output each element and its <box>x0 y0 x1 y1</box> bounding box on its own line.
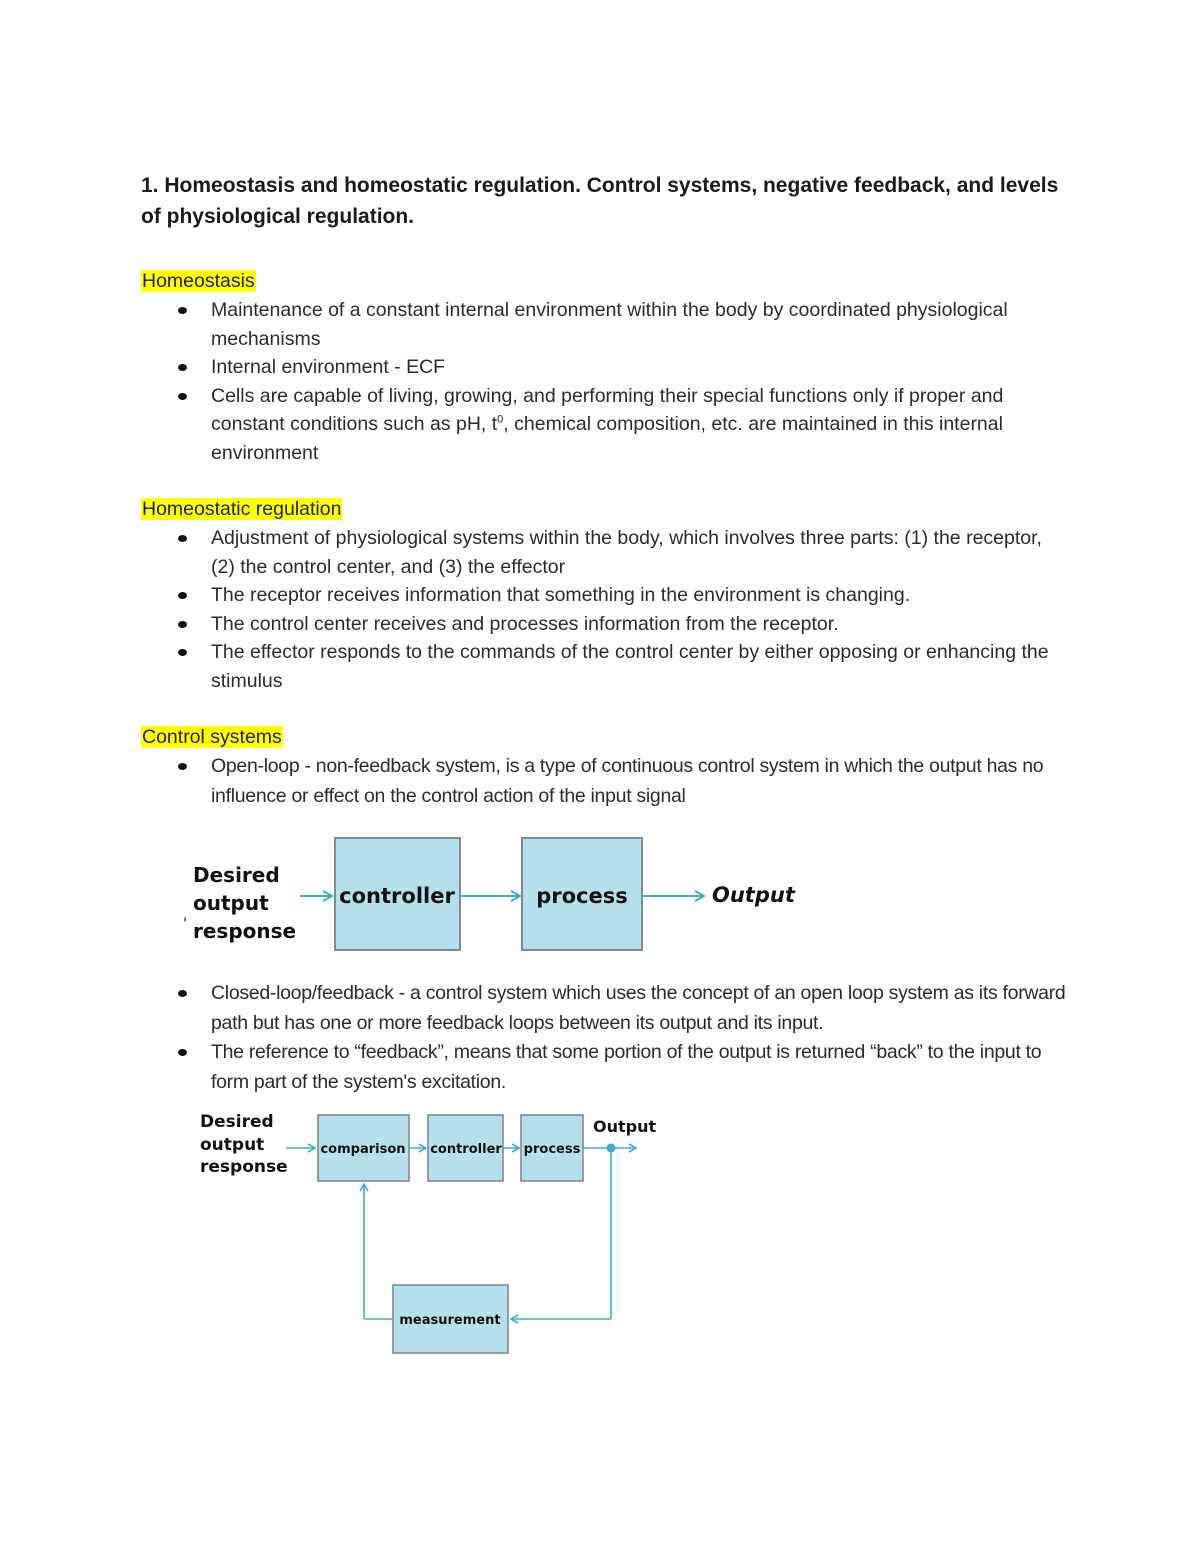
list-item: The control center receives and processes information from the receptor. <box>141 610 1071 639</box>
process-label: process <box>536 884 628 908</box>
output-label: Output <box>593 1117 657 1136</box>
open-loop-input-label: output <box>193 891 269 915</box>
list-item <box>141 382 1071 468</box>
process-label: process <box>523 1142 581 1157</box>
closed-loop-diagram <box>190 1105 670 1365</box>
comparison-label: comparison <box>320 1142 406 1157</box>
heading-homeostasis-text: Homeostasis <box>142 270 255 292</box>
list-item: Internal environment - ECF <box>141 353 1071 382</box>
list-item: The reference to “feedback”, means that some portion of the output is returned “back” to the input to form part of the system's excitation. <box>141 1038 1071 1097</box>
measurement-label: measurement <box>399 1313 501 1328</box>
control-list <box>141 752 1071 811</box>
list-item: Closed-loop/feedback - a control system which uses the concept of an open loop system as its forward path but has one or more feedback loops between its output and its input. <box>141 979 1071 1038</box>
heading-control-systems <box>141 724 283 750</box>
homeostasis-list <box>141 296 1071 468</box>
heading-homeostasis <box>141 268 256 294</box>
list-item-text: Cells are capable of living, growing, and performing their special functions only if proper and constant conditions such as pH, t <box>211 384 1004 436</box>
closed-loop-input-label: output <box>200 1135 265 1155</box>
list-item-text: , chemical composition, etc. are maintained in this internal environment <box>211 413 1003 464</box>
list-item: Open-loop - non-feedback system, is a type of continuous control system in which the output has no influence or effect on the control action of the input signal <box>141 752 1071 811</box>
heading-control-systems-text: Control systems <box>142 726 282 748</box>
output-label: Output <box>712 883 795 907</box>
list-item: Maintenance of a constant internal environment within the body by coordinated physiological mechanisms <box>141 296 1071 353</box>
controller-label: controller <box>339 884 455 908</box>
superscript: 0 <box>497 413 504 426</box>
page-title: 1. Homeostasis and homeostatic regulation. Control systems, negative feedback, and levels of physiological regulation. <box>141 174 1059 228</box>
feedback-list <box>141 979 1071 1097</box>
closed-loop-input-label: Desired <box>200 1112 274 1132</box>
heading-homeostatic-regulation <box>141 496 342 522</box>
heading-homeostatic-regulation-text: Homeostatic regulation <box>142 498 342 520</box>
list-item: The receptor receives information that something in the environment is changing. <box>141 581 1071 610</box>
open-loop-input-label: Desired <box>193 863 280 887</box>
list-item: The effector responds to the commands of the control center by either opposing or enhancing the stimulus <box>141 638 1071 695</box>
closed-loop-input-label: response <box>200 1157 288 1177</box>
regulation-list <box>141 524 1071 696</box>
open-loop-input-label: response <box>193 919 297 943</box>
list-item: Adjustment of physiological systems within the body, which involves three parts: (1) the receptor, (2) the control center, and (3) the effector <box>141 524 1071 581</box>
controller-label: controller <box>430 1142 502 1157</box>
stray-mark: ' <box>183 916 188 932</box>
open-loop-diagram <box>180 830 800 960</box>
